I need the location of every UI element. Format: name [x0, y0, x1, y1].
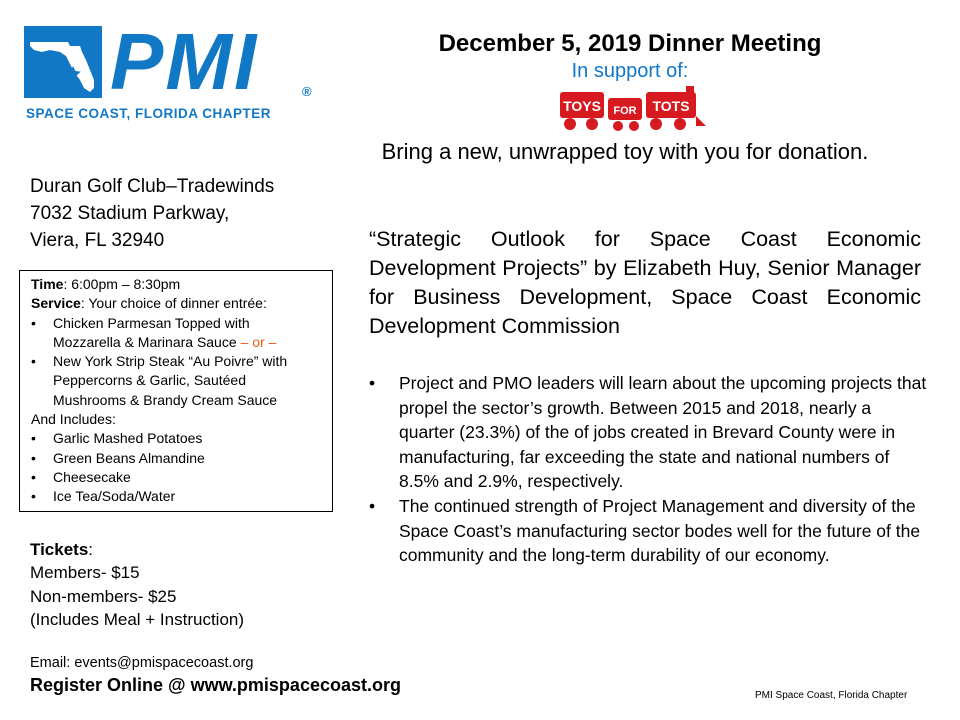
tickets-heading: Tickets: — [30, 540, 94, 559]
contact-email[interactable]: Email: events@pmispacecoast.org — [30, 655, 254, 671]
entree-item-cont: Peppercorns & Garlic, Sautéed — [53, 372, 246, 389]
footer-text: PMI Space Coast, Florida Chapter — [755, 690, 908, 701]
venue-address — [30, 173, 274, 254]
includes-label: And Includes: — [31, 411, 116, 428]
toys-for-tots-logo — [558, 86, 708, 136]
bullet-dot: • — [369, 495, 376, 516]
register-online-link[interactable]: Register Online @ www.pmispacecoast.org — [30, 675, 401, 695]
toys-word: TOYS — [563, 98, 601, 114]
for-word: FOR — [613, 105, 637, 117]
pmi-logo — [24, 17, 324, 126]
menu-box — [19, 270, 333, 512]
side-item: • Garlic Mashed Potatoes — [31, 430, 203, 447]
entree-item: • New York Strip Steak “Au Poivre” with — [31, 353, 288, 370]
venue-name: Duran Golf Club–Tradewinds — [30, 176, 275, 197]
time-line: Time: 6:00pm – 8:30pm — [31, 276, 181, 292]
venue-street: 7032 Stadium Parkway, — [30, 203, 230, 224]
venue-city: Viera, FL 32940 — [30, 230, 165, 251]
side-item: • Cheesecake — [31, 468, 131, 485]
list-item: • Project and PMO leaders will learn about the upcoming projects that propel the sector’s growth. Between 2015 and 2018, nearly a quarter (23.3%) of the of jobs created in Brevard County were in manufacturing, far exceeding the state and national numbers of 8.5% and 2.9%, respectively. — [369, 373, 927, 492]
pmi-wordmark: PMI — [110, 17, 259, 106]
nonmembers-price: Non-members- $25 — [30, 586, 177, 606]
entree-item-cont: Mozzarella & Marinara Sauce – or – — [53, 333, 277, 350]
entree-item-cont: Mushrooms & Brandy Cream Sauce — [53, 391, 278, 408]
service-line: Service: Your choice of dinner entrée: — [31, 295, 267, 312]
talk-bullets — [369, 371, 929, 568]
side-item: • Green Beans Almandine — [31, 449, 205, 466]
members-price: Members- $15 — [30, 563, 140, 583]
tickets-section — [30, 538, 244, 632]
florida-map-icon — [24, 26, 102, 98]
registered-mark: ® — [302, 84, 312, 99]
bullet-dot: • — [369, 373, 376, 393]
support-text: In support of: — [571, 60, 689, 82]
tots-word: TOTS — [652, 98, 690, 114]
entree-item: • Chicken Parmesan Topped with — [31, 314, 250, 331]
side-item: • Ice Tea/Soda/Water — [31, 488, 176, 505]
list-item: • The continued strength of Project Management and diversity of the Space Coast’s manufacturing sector bodes well for the future of the community and the long-term durability of our economy. — [369, 495, 921, 566]
donation-text: Bring a new, unwrapped toy with you for donation. — [381, 139, 869, 164]
event-title: December 5, 2019 Dinner Meeting — [438, 30, 822, 57]
tickets-note: (Includes Meal + Instruction) — [30, 610, 245, 630]
talk-title: “Strategic Outlook for Space Coast Economic Development Projects” by Elizabeth Huy, Senior Manager for Business Development, Space Coast Economic Development Commission — [369, 227, 921, 338]
chapter-name: SPACE COAST, FLORIDA CHAPTER — [26, 106, 272, 121]
